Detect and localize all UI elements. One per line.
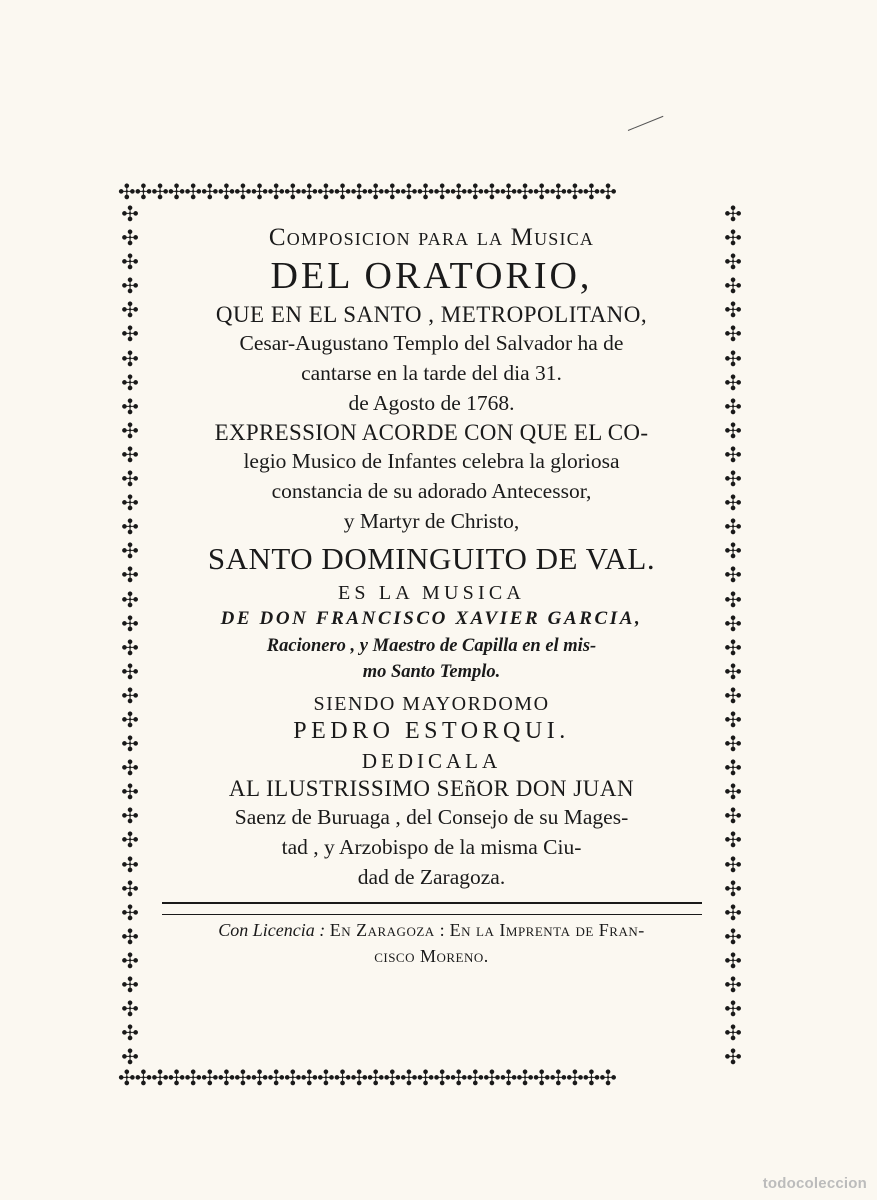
title-line-10: y Martyr de Christo,: [343, 509, 520, 533]
border-bottom: ✣✣✣✣✣✣✣✣✣✣✣✣✣✣✣✣✣✣✣✣✣✣✣✣✣✣✣✣✣✣: [118, 1066, 616, 1090]
title-line-5: cantarse en la tarde del dia 31.: [301, 361, 562, 385]
title-line-14: Racionero , y Maestro de Capilla en el mis-: [266, 636, 597, 656]
imprint-place: En Zaragoza :: [329, 920, 446, 940]
title-line-16: SIENDO MAYORDOMO: [313, 693, 550, 715]
border-left: ✣ ✣ ✣ ✣ ✣ ✣ ✣ ✣ ✣ ✣ ✣ ✣ ✣ ✣ ✣ ✣ ✣ ✣ ✣ ✣ ✣ ✣ ✣ ✣ ✣ ✣ ✣ ✣ ✣ ✣ ✣ ✣ ✣ ✣ ✣ ✣: [121, 202, 139, 1068]
title-line-8: legio Musico de Infantes celebra la gloriosa: [243, 449, 620, 473]
title-line-13: DE DON FRANCISCO XAVIER GARCIA,: [220, 608, 643, 629]
imprint-printer-2: cisco Moreno.: [374, 946, 489, 966]
title-line-19: AL ILUSTRISSIMO SEñOR DON JUAN: [228, 776, 635, 801]
title-line-15: mo Santo Templo.: [362, 662, 501, 682]
title-line-17: PEDRO ESTORQUI.: [293, 718, 570, 744]
imprint: [148, 917, 715, 969]
title-line-9: constancia de su adorado Antecessor,: [271, 479, 592, 503]
title-line-2: DEL ORATORIO,: [270, 255, 593, 297]
title-line-3: QUE EN EL SANTO , METROPOLITANO,: [215, 302, 648, 327]
watermark-logo: todocoleccion: [762, 1175, 867, 1192]
border-right: ✣ ✣ ✣ ✣ ✣ ✣ ✣ ✣ ✣ ✣ ✣ ✣ ✣ ✣ ✣ ✣ ✣ ✣ ✣ ✣ ✣ ✣ ✣ ✣ ✣ ✣ ✣ ✣ ✣ ✣ ✣ ✣ ✣ ✣ ✣ ✣: [724, 202, 742, 1068]
title-line-18: DEDICALA: [361, 749, 502, 773]
title-line-4: Cesar-Augustano Templo del Salvador ha de: [239, 331, 624, 355]
title-line-1: Composicion para la Musica: [268, 224, 595, 251]
ornamental-frame: [118, 180, 745, 1090]
title-line-22: dad de Zaragoza.: [357, 865, 506, 889]
imprint-licence: Con Licencia :: [218, 920, 326, 940]
border-top: ✣✣✣✣✣✣✣✣✣✣✣✣✣✣✣✣✣✣✣✣✣✣✣✣✣✣✣✣✣✣: [118, 180, 616, 204]
title-line-12: ES LA MUSICA: [337, 582, 526, 604]
imprint-printer-1: En la Imprenta de Fran-: [449, 920, 645, 940]
title-line-20: Saenz de Buruaga , del Consejo de su Mages-: [234, 805, 629, 829]
title-line-7: EXPRESSION ACORDE CON QUE EL CO-: [214, 420, 649, 445]
title-line-6: de Agosto de 1768.: [348, 391, 515, 415]
pencil-mark: [628, 116, 664, 131]
title-line-11: SANTO DOMINGUITO DE VAL.: [207, 541, 656, 576]
title-line-21: tad , y Arzobispo de la misma Ciu-: [281, 835, 582, 859]
double-rule: [162, 902, 702, 915]
title-page-text: [148, 216, 715, 1056]
